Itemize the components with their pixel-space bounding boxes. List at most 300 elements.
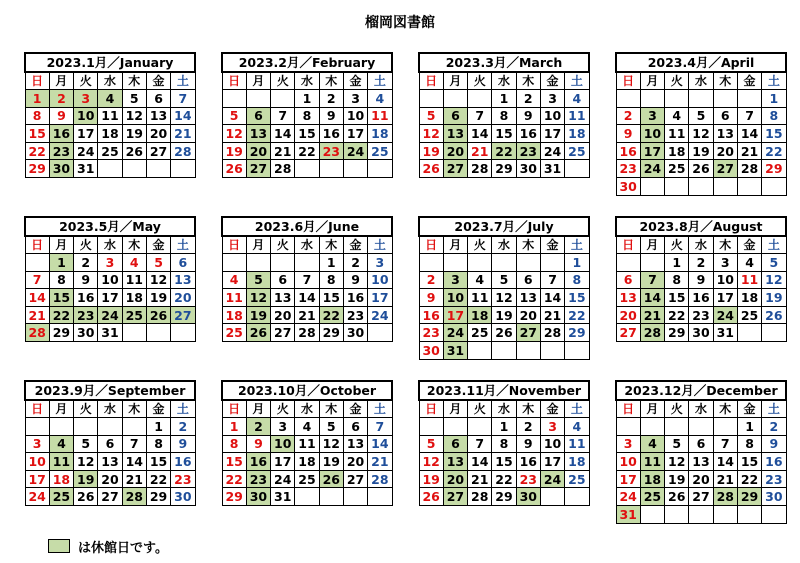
weekday-header: 日 — [419, 400, 443, 418]
empty-cell — [122, 160, 146, 178]
day-cell: 13 — [246, 125, 270, 143]
day-cell: 30 — [616, 178, 640, 196]
day-cell: 3 — [540, 90, 564, 108]
empty-cell — [713, 90, 737, 108]
weekday-header: 土 — [368, 400, 392, 418]
day-cell: 12 — [319, 435, 343, 453]
day-cell: 9 — [419, 289, 443, 307]
weekday-header: 火 — [468, 236, 492, 254]
day-cell: 17 — [443, 306, 467, 324]
day-cell: 20 — [343, 453, 367, 471]
empty-cell — [737, 506, 761, 524]
day-cell: 30 — [171, 488, 195, 506]
day-cell: 5 — [419, 435, 443, 453]
month-title: 2023.1月／January — [25, 53, 195, 72]
weekday-header: 金 — [540, 400, 564, 418]
empty-cell — [25, 254, 49, 272]
day-cell: 25 — [737, 306, 761, 324]
day-cell: 29 — [492, 488, 516, 506]
day-cell: 17 — [271, 453, 295, 471]
day-cell: 23 — [419, 324, 443, 342]
empty-cell — [271, 90, 295, 108]
day-cell: 11 — [640, 453, 664, 471]
day-cell: 20 — [98, 470, 122, 488]
empty-cell — [713, 178, 737, 196]
day-cell: 17 — [713, 289, 737, 307]
empty-cell — [222, 90, 246, 108]
month-calendar — [615, 216, 787, 342]
day-cell: 25 — [468, 324, 492, 342]
day-cell: 1 — [565, 254, 589, 272]
day-cell: 27 — [689, 488, 713, 506]
month-calendar — [615, 52, 787, 196]
day-cell: 20 — [516, 306, 540, 324]
empty-cell — [492, 342, 516, 360]
day-cell: 9 — [319, 107, 343, 125]
day-cell: 23 — [246, 470, 270, 488]
weekday-header: 月 — [443, 236, 467, 254]
empty-cell — [368, 160, 392, 178]
day-cell: 26 — [419, 488, 443, 506]
day-cell: 8 — [222, 435, 246, 453]
day-cell: 9 — [689, 271, 713, 289]
day-cell: 11 — [122, 271, 146, 289]
day-cell: 15 — [295, 125, 319, 143]
empty-cell — [171, 324, 195, 342]
day-cell: 16 — [516, 453, 540, 471]
day-cell: 18 — [368, 125, 392, 143]
day-cell: 26 — [246, 324, 270, 342]
day-cell: 18 — [98, 125, 122, 143]
day-cell: 14 — [468, 125, 492, 143]
weekday-header: 日 — [616, 236, 640, 254]
day-cell: 13 — [713, 125, 737, 143]
month-table — [24, 216, 196, 342]
day-cell: 6 — [271, 271, 295, 289]
empty-cell — [616, 254, 640, 272]
month-calendar — [24, 216, 196, 342]
day-cell: 21 — [640, 306, 664, 324]
weekday-header: 水 — [295, 400, 319, 418]
closed-day-swatch — [48, 539, 70, 553]
month-calendar — [418, 52, 590, 178]
day-cell: 19 — [419, 470, 443, 488]
empty-cell — [246, 90, 270, 108]
day-cell: 1 — [222, 418, 246, 436]
day-cell: 6 — [443, 107, 467, 125]
day-cell: 2 — [74, 254, 98, 272]
empty-cell — [74, 418, 98, 436]
day-cell: 21 — [713, 470, 737, 488]
day-cell: 10 — [368, 271, 392, 289]
empty-cell — [689, 418, 713, 436]
day-cell: 28 — [368, 470, 392, 488]
day-cell: 25 — [122, 306, 146, 324]
day-cell: 10 — [74, 107, 98, 125]
day-cell: 25 — [640, 488, 664, 506]
empty-cell — [443, 90, 467, 108]
day-cell: 29 — [222, 488, 246, 506]
day-cell: 12 — [146, 271, 170, 289]
day-cell: 2 — [516, 90, 540, 108]
weekday-header: 土 — [762, 400, 786, 418]
day-cell: 28 — [468, 160, 492, 178]
day-cell: 7 — [640, 271, 664, 289]
empty-cell — [565, 342, 589, 360]
day-cell: 9 — [49, 107, 73, 125]
day-cell: 22 — [737, 470, 761, 488]
month-table — [221, 216, 393, 342]
day-cell: 28 — [171, 142, 195, 160]
day-cell: 7 — [713, 435, 737, 453]
weekday-header: 月 — [443, 400, 467, 418]
empty-cell — [540, 342, 564, 360]
day-cell: 8 — [492, 107, 516, 125]
day-cell: 19 — [665, 470, 689, 488]
day-cell: 27 — [146, 142, 170, 160]
empty-cell — [419, 90, 443, 108]
day-cell: 19 — [222, 142, 246, 160]
day-cell: 18 — [295, 453, 319, 471]
empty-cell — [762, 506, 786, 524]
day-cell: 7 — [737, 107, 761, 125]
day-cell: 12 — [122, 107, 146, 125]
day-cell: 4 — [122, 254, 146, 272]
day-cell: 31 — [271, 488, 295, 506]
day-cell: 6 — [443, 435, 467, 453]
weekday-header: 木 — [319, 400, 343, 418]
day-cell: 14 — [640, 289, 664, 307]
day-cell: 2 — [171, 418, 195, 436]
day-cell: 1 — [762, 90, 786, 108]
day-cell: 28 — [468, 488, 492, 506]
month-title: 2023.6月／June — [222, 217, 392, 236]
empty-cell — [468, 418, 492, 436]
day-cell: 23 — [762, 470, 786, 488]
empty-cell — [468, 90, 492, 108]
day-cell: 18 — [565, 125, 589, 143]
empty-cell — [540, 488, 564, 506]
month-table — [418, 216, 590, 360]
day-cell: 1 — [492, 90, 516, 108]
day-cell: 16 — [319, 125, 343, 143]
empty-cell — [98, 160, 122, 178]
month-title: 2023.4月／April — [616, 53, 786, 72]
month-table — [221, 380, 393, 506]
empty-cell — [616, 90, 640, 108]
month-title: 2023.11月／November — [419, 381, 589, 400]
day-cell: 24 — [74, 142, 98, 160]
day-cell: 10 — [98, 271, 122, 289]
empty-cell — [516, 254, 540, 272]
day-cell: 28 — [295, 324, 319, 342]
month-calendar — [24, 380, 196, 506]
empty-cell — [492, 254, 516, 272]
day-cell: 30 — [762, 488, 786, 506]
day-cell: 8 — [762, 107, 786, 125]
day-cell: 1 — [146, 418, 170, 436]
day-cell: 30 — [689, 324, 713, 342]
empty-cell — [122, 418, 146, 436]
day-cell: 24 — [540, 142, 564, 160]
empty-cell — [343, 488, 367, 506]
day-cell: 4 — [640, 435, 664, 453]
day-cell: 10 — [343, 107, 367, 125]
day-cell: 24 — [640, 160, 664, 178]
day-cell: 21 — [468, 470, 492, 488]
day-cell: 12 — [246, 289, 270, 307]
day-cell: 14 — [540, 289, 564, 307]
day-cell: 3 — [25, 435, 49, 453]
day-cell: 10 — [713, 271, 737, 289]
day-cell: 24 — [713, 306, 737, 324]
empty-cell — [295, 160, 319, 178]
weekday-header: 土 — [171, 236, 195, 254]
month-table — [418, 380, 590, 506]
weekday-header: 日 — [25, 236, 49, 254]
day-cell: 2 — [762, 418, 786, 436]
day-cell: 13 — [343, 435, 367, 453]
day-cell: 1 — [25, 90, 49, 108]
day-cell: 30 — [516, 160, 540, 178]
day-cell: 13 — [516, 289, 540, 307]
day-cell: 8 — [665, 271, 689, 289]
weekday-header: 火 — [74, 72, 98, 90]
day-cell: 14 — [295, 289, 319, 307]
day-cell: 3 — [74, 90, 98, 108]
empty-cell — [419, 418, 443, 436]
day-cell: 2 — [49, 90, 73, 108]
day-cell: 4 — [49, 435, 73, 453]
weekday-header: 日 — [616, 72, 640, 90]
weekday-header: 土 — [565, 236, 589, 254]
day-cell: 25 — [222, 324, 246, 342]
day-cell: 9 — [246, 435, 270, 453]
day-cell: 27 — [616, 324, 640, 342]
weekday-header: 月 — [246, 236, 270, 254]
day-cell: 3 — [540, 418, 564, 436]
weekday-header: 金 — [737, 400, 761, 418]
day-cell: 10 — [25, 453, 49, 471]
day-cell: 7 — [468, 107, 492, 125]
day-cell: 29 — [762, 160, 786, 178]
month-calendar — [221, 216, 393, 342]
legend-text: は休館日です。 — [78, 540, 168, 556]
weekday-header: 金 — [540, 236, 564, 254]
empty-cell — [640, 506, 664, 524]
weekday-header: 金 — [737, 236, 761, 254]
day-cell: 3 — [640, 107, 664, 125]
weekday-header: 月 — [49, 72, 73, 90]
day-cell: 25 — [565, 142, 589, 160]
day-cell: 9 — [516, 435, 540, 453]
empty-cell — [665, 418, 689, 436]
day-cell: 4 — [368, 90, 392, 108]
weekday-header: 月 — [640, 236, 664, 254]
day-cell: 22 — [319, 306, 343, 324]
day-cell: 8 — [295, 107, 319, 125]
day-cell: 20 — [443, 142, 467, 160]
day-cell: 22 — [49, 306, 73, 324]
day-cell: 17 — [540, 125, 564, 143]
empty-cell — [665, 90, 689, 108]
day-cell: 26 — [419, 160, 443, 178]
empty-cell — [146, 324, 170, 342]
day-cell: 25 — [98, 142, 122, 160]
weekday-header: 月 — [246, 72, 270, 90]
day-cell: 23 — [616, 160, 640, 178]
weekday-header: 水 — [689, 236, 713, 254]
day-cell: 24 — [343, 142, 367, 160]
month-table — [24, 380, 196, 506]
day-cell: 5 — [665, 435, 689, 453]
day-cell: 13 — [171, 271, 195, 289]
weekday-header: 月 — [49, 236, 73, 254]
weekday-header: 水 — [492, 72, 516, 90]
day-cell: 11 — [565, 107, 589, 125]
day-cell: 31 — [74, 160, 98, 178]
day-cell: 20 — [171, 289, 195, 307]
day-cell: 22 — [222, 470, 246, 488]
weekday-header: 日 — [419, 72, 443, 90]
day-cell: 2 — [343, 254, 367, 272]
day-cell: 24 — [616, 488, 640, 506]
day-cell: 17 — [616, 470, 640, 488]
day-cell: 17 — [25, 470, 49, 488]
weekday-header: 火 — [665, 72, 689, 90]
day-cell: 5 — [419, 107, 443, 125]
weekday-header: 金 — [343, 400, 367, 418]
day-cell: 7 — [122, 435, 146, 453]
day-cell: 26 — [492, 324, 516, 342]
day-cell: 30 — [74, 324, 98, 342]
day-cell: 6 — [146, 90, 170, 108]
day-cell: 19 — [319, 453, 343, 471]
day-cell: 31 — [540, 160, 564, 178]
day-cell: 12 — [419, 453, 443, 471]
day-cell: 22 — [665, 306, 689, 324]
day-cell: 26 — [146, 306, 170, 324]
day-cell: 24 — [368, 306, 392, 324]
day-cell: 23 — [689, 306, 713, 324]
empty-cell — [98, 418, 122, 436]
day-cell: 6 — [246, 107, 270, 125]
day-cell: 10 — [540, 107, 564, 125]
weekday-header: 火 — [271, 236, 295, 254]
month-title: 2023.9月／September — [25, 381, 195, 400]
day-cell: 13 — [443, 125, 467, 143]
day-cell: 15 — [492, 125, 516, 143]
day-cell: 15 — [565, 289, 589, 307]
weekday-header: 月 — [640, 400, 664, 418]
day-cell: 24 — [98, 306, 122, 324]
empty-cell — [640, 178, 664, 196]
day-cell: 8 — [146, 435, 170, 453]
weekday-header: 木 — [122, 400, 146, 418]
day-cell: 14 — [468, 453, 492, 471]
weekday-header: 日 — [222, 236, 246, 254]
day-cell: 20 — [443, 470, 467, 488]
day-cell: 16 — [246, 453, 270, 471]
day-cell: 23 — [49, 142, 73, 160]
day-cell: 28 — [122, 488, 146, 506]
day-cell: 16 — [49, 125, 73, 143]
weekday-header: 日 — [25, 72, 49, 90]
empty-cell — [737, 90, 761, 108]
day-cell: 27 — [516, 324, 540, 342]
day-cell: 16 — [419, 306, 443, 324]
weekday-header: 土 — [171, 400, 195, 418]
day-cell: 11 — [565, 435, 589, 453]
day-cell: 23 — [319, 142, 343, 160]
empty-cell — [468, 254, 492, 272]
day-cell: 14 — [713, 453, 737, 471]
day-cell: 29 — [737, 488, 761, 506]
day-cell: 9 — [762, 435, 786, 453]
day-cell: 22 — [295, 142, 319, 160]
day-cell: 16 — [74, 289, 98, 307]
day-cell: 12 — [492, 289, 516, 307]
day-cell: 26 — [222, 160, 246, 178]
day-cell: 5 — [246, 271, 270, 289]
day-cell: 14 — [25, 289, 49, 307]
day-cell: 25 — [565, 470, 589, 488]
weekday-header: 木 — [713, 236, 737, 254]
day-cell: 15 — [762, 125, 786, 143]
day-cell: 30 — [516, 488, 540, 506]
day-cell: 1 — [492, 418, 516, 436]
month-title: 2023.5月／May — [25, 217, 195, 236]
day-cell: 14 — [368, 435, 392, 453]
weekday-header: 火 — [665, 400, 689, 418]
day-cell: 26 — [74, 488, 98, 506]
weekday-header: 木 — [516, 236, 540, 254]
empty-cell — [640, 254, 664, 272]
weekday-header: 金 — [540, 72, 564, 90]
day-cell: 24 — [25, 488, 49, 506]
empty-cell — [443, 254, 467, 272]
empty-cell — [689, 90, 713, 108]
day-cell: 21 — [540, 306, 564, 324]
month-table — [221, 52, 393, 178]
day-cell: 21 — [468, 142, 492, 160]
day-cell: 6 — [713, 107, 737, 125]
empty-cell — [689, 178, 713, 196]
day-cell: 7 — [540, 271, 564, 289]
day-cell: 8 — [492, 435, 516, 453]
day-cell: 10 — [616, 453, 640, 471]
month-title: 2023.12月／December — [616, 381, 786, 400]
weekday-header: 火 — [665, 236, 689, 254]
day-cell: 25 — [295, 470, 319, 488]
day-cell: 8 — [25, 107, 49, 125]
weekday-header: 土 — [171, 72, 195, 90]
day-cell: 14 — [122, 453, 146, 471]
day-cell: 4 — [468, 271, 492, 289]
day-cell: 18 — [640, 470, 664, 488]
day-cell: 28 — [25, 324, 49, 342]
day-cell: 15 — [319, 289, 343, 307]
day-cell: 19 — [689, 142, 713, 160]
day-cell: 17 — [343, 125, 367, 143]
day-cell: 19 — [492, 306, 516, 324]
empty-cell — [565, 160, 589, 178]
day-cell: 29 — [665, 324, 689, 342]
day-cell: 26 — [762, 306, 786, 324]
weekday-header: 月 — [443, 72, 467, 90]
day-cell: 23 — [74, 306, 98, 324]
day-cell: 20 — [271, 306, 295, 324]
